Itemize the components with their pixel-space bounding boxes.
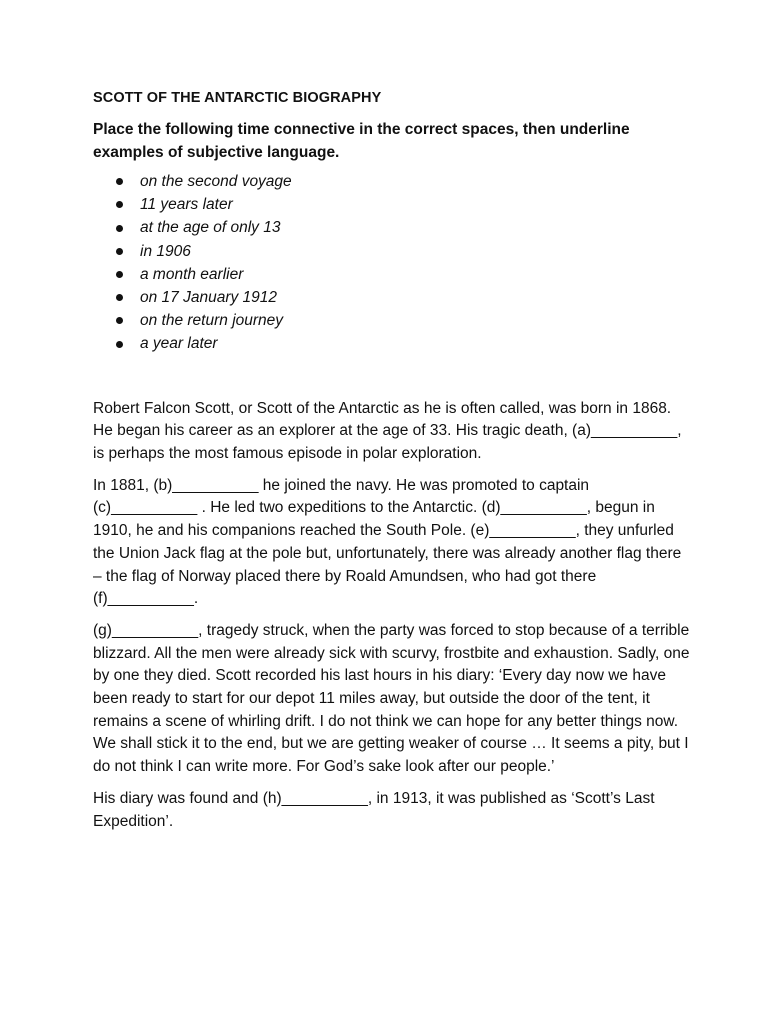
bullet-icon — [116, 341, 123, 348]
connective-text: a year later — [140, 335, 218, 353]
connectives-list — [93, 170, 693, 356]
connective-text: a month earlier — [140, 265, 244, 283]
biography-paragraph: Robert Falcon Scott, or Scott of the Antarctic as he is often called, was born in 1868. He began his career as an explorer at the age of 33. His tragic death, (a)__________, is perhaps the most famous episode in polar exploration. — [93, 399, 682, 463]
bullet-icon — [116, 201, 123, 208]
bullet-icon — [116, 294, 123, 301]
list-item — [116, 193, 693, 216]
biography-paragraph: In 1881, (b)__________ he joined the navy. He was promoted to captain (c)__________ . He led two expeditions to the Antarctic. (d)__________, begun in 1910, he and his companions reached the South Pole. (e)__________, they unfurled the Union Jack flag at the pole but, unfortunately, there was already another flag there – the flag of Norway placed there by Roald Amundsen, who had got there (f)__________. — [93, 476, 682, 608]
list-item — [116, 286, 693, 309]
list-item — [116, 263, 693, 286]
biography-paragraph: His diary was found and (h)__________, in 1913, it was published as ‘Scott’s Last Expedition’. — [93, 789, 655, 830]
list-item — [116, 216, 693, 239]
bullet-icon — [116, 178, 123, 185]
biography-paragraph: (g)__________, tragedy struck, when the party was forced to stop because of a terrible blizzard. All the men were already sick with scurvy, frostbite and exhaustion. Sadly, one by one they died. Scott recorded his last hours in his diary: ‘Every day now we have been ready to start for our depot 11 miles away, but outside the door of the tent, it remains a scene of whirling drift. I do not think we can hope for any better things now. We shall stick it to the end, but we are getting weaker of course … It seems a pity, but I do not think I can write more. For God’s sake look after our people.’ — [93, 621, 690, 776]
bullet-icon — [116, 271, 123, 278]
connective-text: on the second voyage — [140, 173, 292, 190]
bullet-icon — [116, 225, 123, 232]
list-item — [116, 170, 693, 193]
bullet-icon — [116, 248, 123, 255]
connective-text: in 1906 — [140, 242, 191, 260]
connective-text: at the age of only 13 — [140, 219, 281, 237]
connective-text: on 17 January 1912 — [140, 289, 278, 307]
instruction-text: Place the following time connective in the correct spaces, then underline examples of subjective language. — [93, 121, 630, 161]
document-page — [93, 88, 693, 842]
list-item — [116, 332, 693, 355]
list-item — [116, 309, 693, 332]
connective-text: 11 years later — [140, 196, 233, 214]
list-item — [116, 240, 693, 263]
connective-text: on the return journey — [140, 312, 284, 330]
document-title: SCOTT OF THE ANTARCTIC BIOGRAPHY — [93, 90, 382, 106]
bullet-icon — [116, 317, 123, 324]
